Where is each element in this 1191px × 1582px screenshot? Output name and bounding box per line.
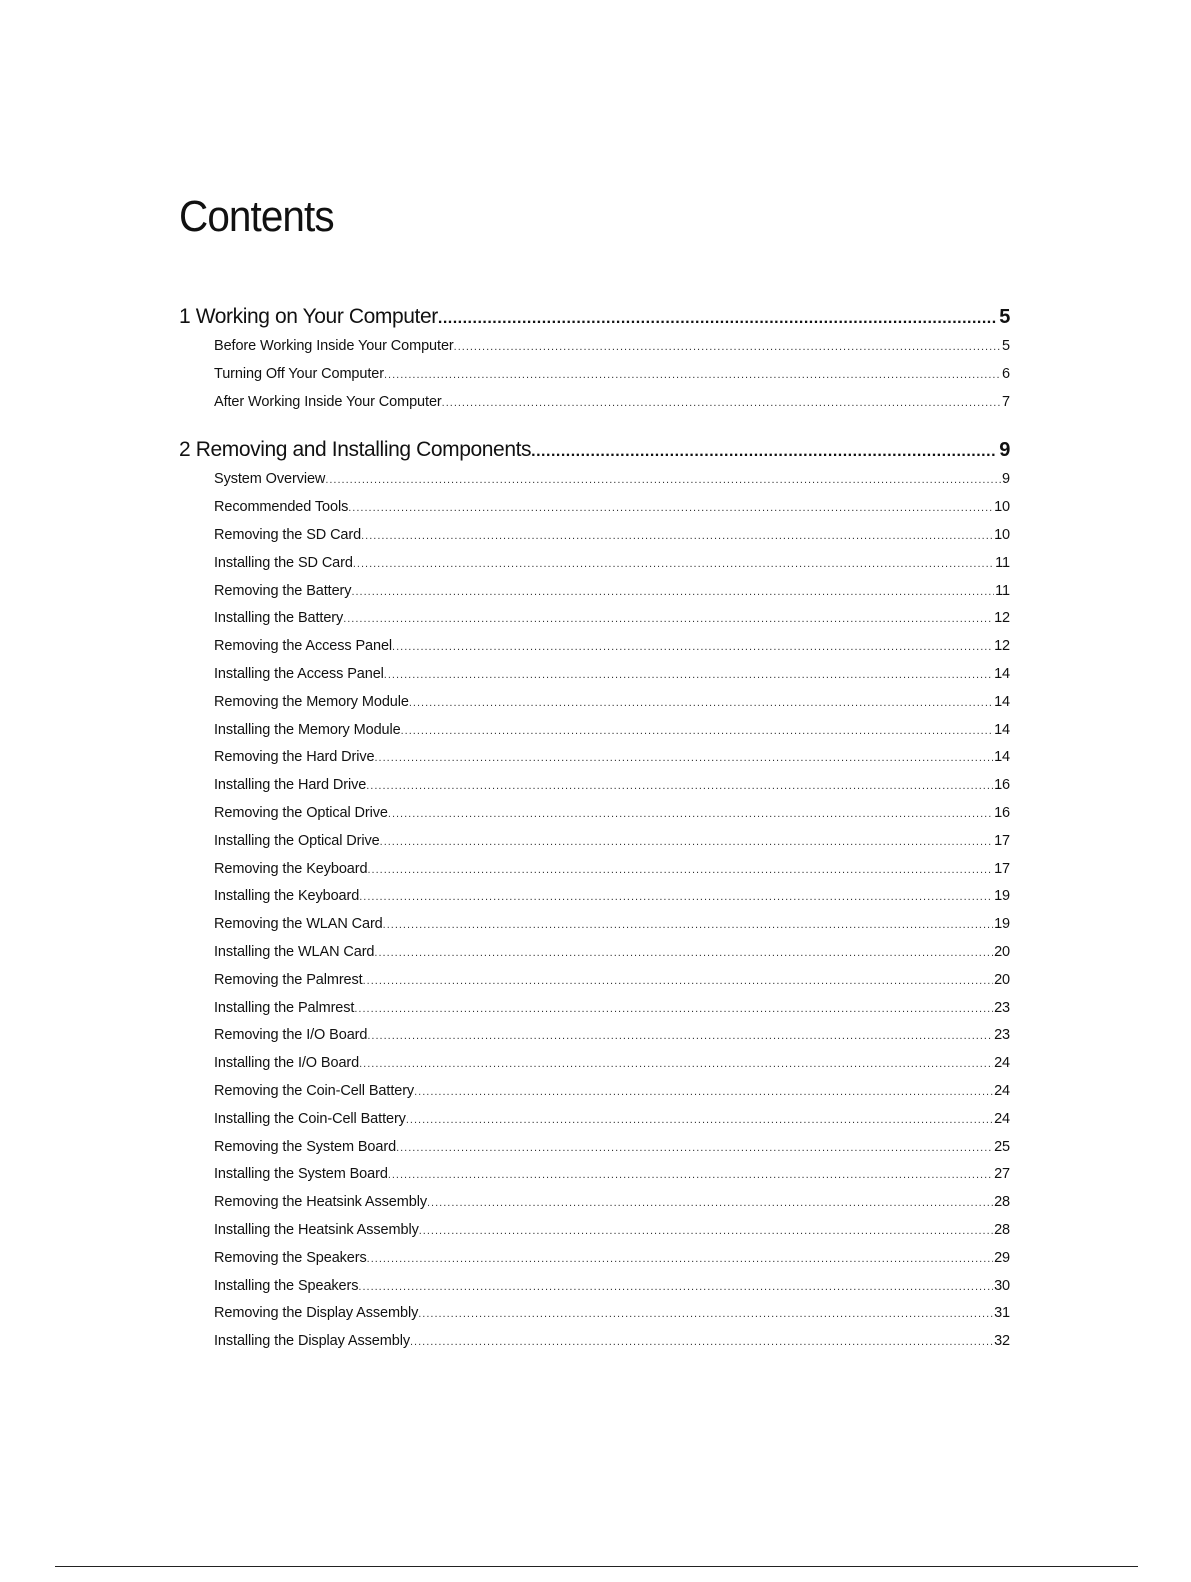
toc-section-entry[interactable] bbox=[214, 661, 1010, 689]
toc-section-title: Turning Off Your Computer bbox=[214, 365, 384, 382]
toc-section-title: Removing the I/O Board bbox=[214, 1027, 368, 1044]
dot-leader bbox=[359, 1051, 993, 1078]
dot-leader bbox=[531, 436, 997, 466]
dot-leader bbox=[351, 579, 994, 606]
dot-leader bbox=[414, 1079, 993, 1106]
dot-leader bbox=[380, 829, 993, 856]
toc-section-entry[interactable] bbox=[214, 939, 1010, 967]
dot-leader bbox=[409, 690, 993, 717]
toc-section-entry[interactable] bbox=[214, 717, 1010, 745]
toc-section-entry[interactable] bbox=[214, 1078, 1010, 1106]
dot-leader bbox=[396, 1135, 993, 1162]
toc-section-entry[interactable] bbox=[214, 1328, 1010, 1356]
dot-leader bbox=[442, 390, 1001, 417]
toc-section-entry[interactable] bbox=[214, 1189, 1010, 1217]
toc-section-entry[interactable] bbox=[214, 333, 1010, 361]
toc-section-entry[interactable] bbox=[214, 1050, 1010, 1078]
dot-leader bbox=[343, 606, 993, 633]
toc-page-number: 16 bbox=[994, 804, 1010, 821]
toc-section-entry[interactable] bbox=[214, 361, 1010, 389]
toc-page-number: 14 bbox=[994, 721, 1010, 738]
dot-leader bbox=[363, 968, 993, 995]
toc-section-title: Before Working Inside Your Computer bbox=[214, 338, 454, 354]
dot-leader bbox=[348, 495, 993, 522]
dot-leader bbox=[410, 1329, 993, 1356]
toc-page-number: 9 bbox=[999, 439, 1010, 462]
toc-section-entry[interactable] bbox=[214, 466, 1010, 494]
dot-leader bbox=[406, 1107, 993, 1134]
toc-section-entry[interactable] bbox=[214, 550, 1010, 578]
toc-page-number: 32 bbox=[994, 1333, 1010, 1350]
toc-section-entry[interactable] bbox=[214, 1300, 1010, 1328]
toc-section-entry[interactable] bbox=[214, 1134, 1010, 1162]
toc-page-number: 24 bbox=[994, 1055, 1010, 1072]
toc-section-entry[interactable] bbox=[214, 995, 1010, 1023]
toc-section-title: Installing the System Board bbox=[214, 1166, 388, 1183]
dot-leader bbox=[325, 467, 1001, 494]
toc-section-entry[interactable] bbox=[214, 744, 1010, 772]
toc-section-title: Removing the System Board bbox=[214, 1138, 397, 1155]
toc-page-number: 20 bbox=[994, 971, 1010, 988]
toc-section-entry[interactable] bbox=[214, 856, 1010, 884]
toc-page-number: 30 bbox=[994, 1277, 1010, 1294]
toc-section-title: Removing the Battery bbox=[214, 582, 352, 599]
toc-section-entry[interactable] bbox=[214, 828, 1010, 856]
toc-page-number: 11 bbox=[995, 554, 1010, 571]
toc-section-entry[interactable] bbox=[214, 1022, 1010, 1050]
toc-section-title: Installing the Speakers bbox=[214, 1277, 359, 1294]
toc-section-title: Removing the Display Assembly bbox=[214, 1305, 419, 1322]
toc-page-number: 19 bbox=[994, 888, 1010, 905]
toc-page-number: 23 bbox=[994, 999, 1010, 1016]
dot-leader bbox=[359, 884, 993, 911]
toc-section-title: Removing the Optical Drive bbox=[214, 804, 388, 821]
toc-section-title: Removing the Palmrest bbox=[214, 971, 363, 988]
toc-section-title: Removing the WLAN Card bbox=[214, 916, 383, 933]
footer-divider bbox=[55, 1566, 1138, 1567]
dot-leader bbox=[401, 718, 993, 745]
toc-section-title: Installing the Display Assembly bbox=[214, 1333, 410, 1350]
dot-leader bbox=[392, 634, 993, 661]
dot-leader bbox=[419, 1218, 993, 1245]
toc-section-entry[interactable] bbox=[214, 494, 1010, 522]
toc-section-entry[interactable] bbox=[214, 772, 1010, 800]
toc-section-title: Installing the WLAN Card bbox=[214, 943, 375, 960]
dot-leader bbox=[361, 523, 993, 550]
toc-page-number: 24 bbox=[994, 1082, 1010, 1099]
toc-section-title: Installing the I/O Board bbox=[214, 1055, 360, 1072]
toc-page-number: 7 bbox=[1002, 393, 1010, 410]
toc-page-number: 16 bbox=[994, 777, 1010, 794]
toc-page-number: 31 bbox=[994, 1305, 1010, 1322]
toc-section-entry[interactable] bbox=[214, 967, 1010, 995]
toc-section-title: Removing the Hard Drive bbox=[214, 749, 375, 766]
toc-chapter bbox=[179, 301, 1010, 416]
dot-leader bbox=[388, 801, 993, 828]
toc-page-number: 17 bbox=[994, 860, 1010, 877]
toc-page-number: 28 bbox=[994, 1221, 1010, 1238]
toc-section-title: Removing the Access Panel bbox=[214, 638, 393, 655]
toc-chapter-title: 2 Removing and Installing Components bbox=[179, 438, 532, 462]
toc-page-number: 25 bbox=[994, 1138, 1010, 1155]
dot-leader bbox=[384, 662, 993, 689]
toc-section-title: Installing the Memory Module bbox=[214, 721, 401, 738]
toc-section-title: Installing the Optical Drive bbox=[214, 832, 380, 849]
toc-page-number: 28 bbox=[994, 1194, 1010, 1211]
dot-leader bbox=[388, 1162, 993, 1189]
toc-section-entry[interactable] bbox=[214, 633, 1010, 661]
toc-section-entry[interactable] bbox=[214, 522, 1010, 550]
toc-section-title: Removing the Heatsink Assembly bbox=[214, 1194, 427, 1211]
toc-chapter-entry[interactable] bbox=[179, 434, 1010, 466]
toc-section-title: Installing the SD Card bbox=[214, 554, 353, 571]
toc-section-entry[interactable] bbox=[214, 1106, 1010, 1134]
toc-page-number: 20 bbox=[994, 943, 1010, 960]
dot-leader bbox=[427, 1190, 993, 1217]
toc-section-title: After Working Inside Your Computer bbox=[214, 393, 442, 410]
toc-section-title: Recommended Tools bbox=[214, 499, 349, 516]
toc-page-number: 24 bbox=[994, 1110, 1010, 1127]
page-title: Contents bbox=[179, 192, 334, 241]
toc-page-number: 9 bbox=[1002, 471, 1010, 488]
toc-section-entry[interactable] bbox=[214, 800, 1010, 828]
toc-section-entry[interactable] bbox=[214, 605, 1010, 633]
dot-leader bbox=[438, 303, 997, 333]
toc-section-title: Installing the Keyboard bbox=[214, 888, 360, 905]
toc-section-title: Removing the SD Card bbox=[214, 526, 362, 543]
toc-section-title: Removing the Speakers bbox=[214, 1249, 367, 1266]
toc-section-entry[interactable] bbox=[214, 389, 1010, 417]
toc-section-title: Installing the Heatsink Assembly bbox=[214, 1221, 419, 1238]
toc-page-number: 17 bbox=[994, 832, 1010, 849]
toc-page-number: 14 bbox=[994, 665, 1010, 682]
toc-section-entry[interactable] bbox=[214, 1245, 1010, 1273]
toc-section-title: Installing the Access Panel bbox=[214, 665, 384, 682]
dot-leader bbox=[354, 996, 993, 1023]
toc-page-number: 29 bbox=[994, 1249, 1010, 1266]
toc-page-number: 12 bbox=[994, 638, 1010, 655]
toc-page-number: 19 bbox=[994, 916, 1010, 933]
dot-leader bbox=[367, 857, 993, 884]
toc-section-title: Installing the Battery bbox=[214, 610, 344, 627]
dot-leader bbox=[384, 362, 1001, 389]
toc-section-entry[interactable] bbox=[214, 578, 1010, 606]
toc-page-number: 27 bbox=[994, 1166, 1010, 1183]
dot-leader bbox=[454, 334, 1001, 361]
toc-page-number: 12 bbox=[994, 610, 1010, 627]
dot-leader bbox=[367, 1023, 993, 1050]
toc-page-number: 10 bbox=[994, 499, 1010, 516]
toc-chapter-title: 1 Working on Your Computer bbox=[179, 305, 438, 328]
toc-page-number: 23 bbox=[994, 1027, 1010, 1044]
dot-leader bbox=[353, 551, 994, 578]
toc-page-number: 5 bbox=[999, 306, 1010, 328]
toc-section-title: Removing the Coin-Cell Battery bbox=[214, 1082, 415, 1099]
dot-leader bbox=[358, 1274, 993, 1301]
toc-section-title: Installing the Hard Drive bbox=[214, 777, 367, 794]
toc-page-number: 11 bbox=[995, 582, 1010, 599]
toc-section-title: Removing the Keyboard bbox=[214, 860, 368, 877]
toc-page-number: 14 bbox=[994, 693, 1010, 710]
toc-page-number: 5 bbox=[1002, 338, 1010, 354]
toc-section-entry[interactable] bbox=[214, 1273, 1010, 1301]
toc-page-number: 10 bbox=[994, 526, 1010, 543]
toc-section-title: Removing the Memory Module bbox=[214, 693, 409, 710]
dot-leader bbox=[374, 940, 993, 967]
toc-chapter bbox=[179, 434, 1010, 1356]
toc-page-number: 6 bbox=[1002, 365, 1010, 382]
dot-leader bbox=[366, 773, 993, 800]
toc-page-number: 14 bbox=[994, 749, 1010, 766]
toc-section-entry[interactable] bbox=[214, 883, 1010, 911]
dot-leader bbox=[375, 745, 994, 772]
toc-section-entry[interactable] bbox=[214, 911, 1010, 939]
dot-leader bbox=[367, 1246, 993, 1273]
toc-section-title: System Overview bbox=[214, 471, 326, 488]
toc-chapter-entry[interactable] bbox=[179, 301, 1010, 333]
dot-leader bbox=[383, 912, 993, 939]
toc-section-entry[interactable] bbox=[214, 1217, 1010, 1245]
toc-section-entry[interactable] bbox=[214, 689, 1010, 717]
toc-section-title: Installing the Coin-Cell Battery bbox=[214, 1110, 406, 1127]
dot-leader bbox=[418, 1301, 993, 1328]
toc-section-title: Installing the Palmrest bbox=[214, 999, 355, 1016]
toc-section-entry[interactable] bbox=[214, 1161, 1010, 1189]
table-of-contents bbox=[179, 301, 1010, 1356]
